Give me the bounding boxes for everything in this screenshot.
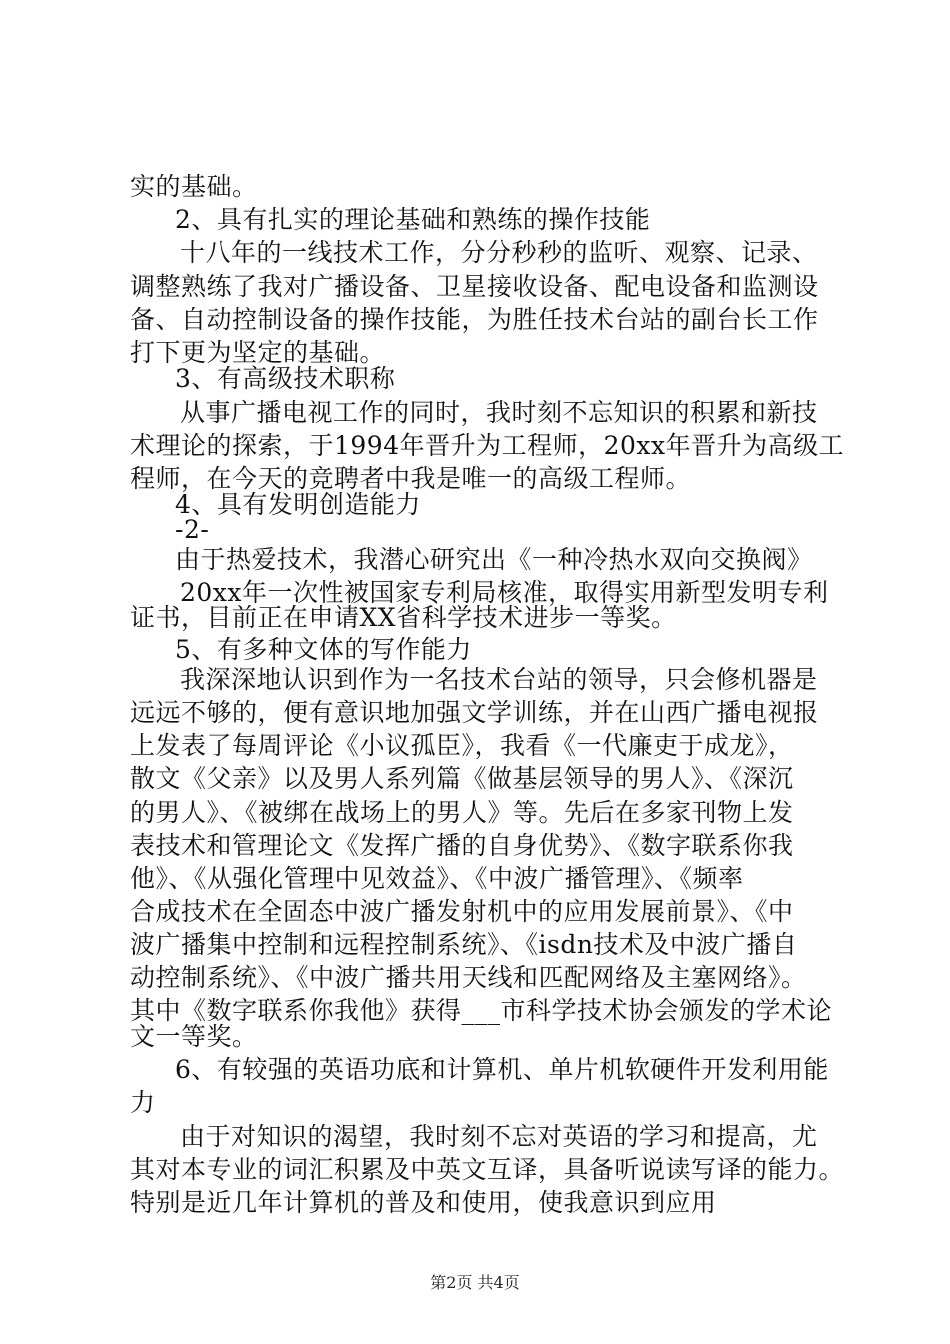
text-line: 力 bbox=[130, 1088, 156, 1117]
text-line: 波广播集中控制和远程控制系统》、《isdn技术及中波广播自 bbox=[130, 930, 798, 959]
text-line: 文一等奖。 bbox=[130, 1022, 258, 1051]
text-line: 的男人》、《被绑在战场上的男人》等。先后在多家刊物上发 bbox=[130, 798, 794, 827]
text-line: 由于热爱技术，我潜心研究出《一种冷热水双向交换阀》 bbox=[175, 545, 813, 574]
text-line: 合成技术在全固态中波广播发射机中的应用发展前景》、《中 bbox=[130, 897, 794, 926]
text-line: 远远不够的，便有意识地加强文学训练，并在山西广播电视报 bbox=[130, 698, 819, 727]
text-line: 由于对知识的渴望，我时刻不忘对英语的学习和提高，尤 bbox=[180, 1122, 818, 1151]
section-heading: 2、具有扎实的理论基础和熟练的操作技能 bbox=[175, 205, 651, 234]
text-line: 十八年的一线技术工作，分分秒秒的监听、观察、记录、 bbox=[180, 238, 818, 267]
page-marker: -2- bbox=[175, 515, 210, 544]
text-line: 术理论的探索，于1994年晋升为工程师，20xx年晋升为高级工 bbox=[130, 431, 845, 460]
text-line: 打下更为坚定的基础。 bbox=[130, 338, 386, 367]
text-line: 实的基础。 bbox=[130, 172, 258, 201]
section-heading: 6、有较强的英语功底和计算机、单片机软硬件开发利用能 bbox=[175, 1055, 829, 1084]
text-line: 上发表了每周评论《小议孤臣》，我看《一代廉吏于成龙》， bbox=[130, 731, 794, 760]
section-heading: 5、有多种文体的写作能力 bbox=[175, 635, 472, 664]
text-line: 特别是近几年计算机的普及和使用，使我意识到应用 bbox=[130, 1188, 717, 1217]
text-line: 表技术和管理论文《发挥广播的自身优势》、《数字联系你我 bbox=[130, 831, 794, 860]
text-line: 他》、《从强化管理中见效益》、《中波广播管理》、《频率 bbox=[130, 864, 744, 893]
text-line: 动控制系统》、《中波广播共用天线和匹配网络及主塞网络》。 bbox=[130, 963, 807, 992]
text-line: 其对本专业的词汇积累及中英文互译，具备听说读写译的能力。 bbox=[130, 1155, 845, 1184]
section-heading: 4、具有发明创造能力 bbox=[175, 490, 421, 519]
text-line: 其中《数字联系你我他》获得___市科学技术协会颁发的学术论 bbox=[130, 996, 833, 1025]
text-line: 散文《父亲》以及男人系列篇《做基层领导的男人》、《深沉 bbox=[130, 764, 794, 793]
text-line: 20xx年一次性被国家专利局核准，取得实用新型发明专利 bbox=[180, 578, 829, 607]
text-line: 证书，目前正在申请XX省科学技术进步一等奖。 bbox=[130, 603, 677, 632]
text-line: 备、自动控制设备的操作技能，为胜任技术台站的副台长工作 bbox=[130, 305, 819, 334]
section-heading: 3、有高级技术职称 bbox=[175, 364, 396, 393]
page-number-footer: 第2页 共4页 bbox=[430, 1273, 520, 1292]
text-line: 程师，在今天的竞聘者中我是唯一的高级工程师。 bbox=[130, 464, 692, 493]
text-line: 我深深地认识到作为一名技术台站的领导，只会修机器是 bbox=[180, 665, 818, 694]
text-line: 调整熟练了我对广播设备、卫星接收设备、配电设备和监测设 bbox=[130, 272, 819, 301]
text-line: 从事广播电视工作的同时，我时刻不忘知识的积累和新技 bbox=[180, 398, 818, 427]
